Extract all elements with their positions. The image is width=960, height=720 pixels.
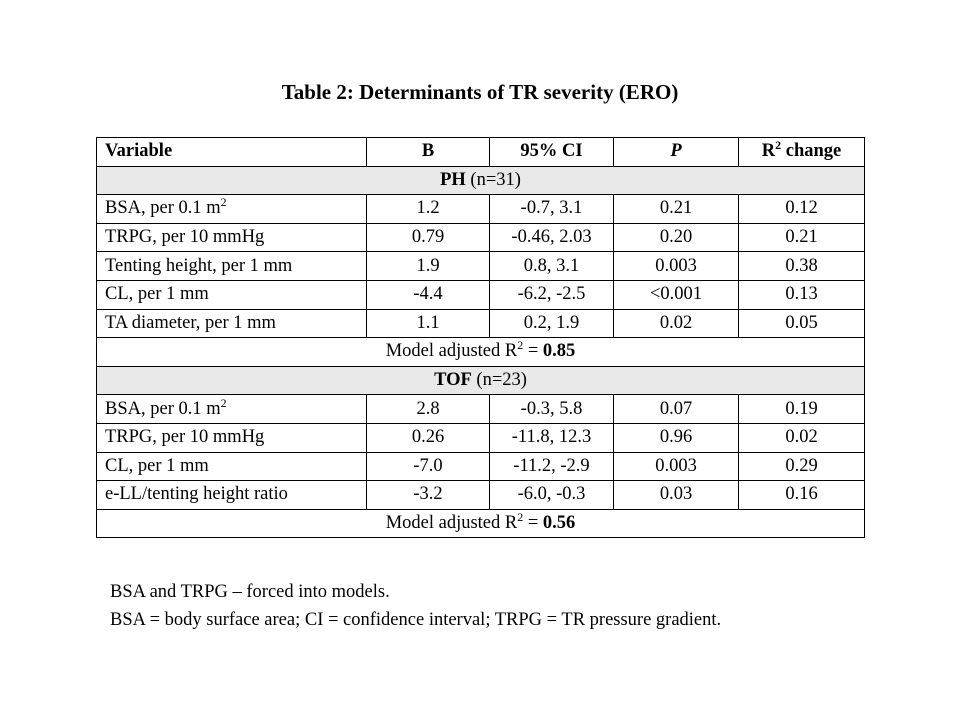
model-label: Model adjusted R <box>385 341 518 362</box>
group-header-row <box>97 166 865 195</box>
cell-b: -7.0 <box>367 452 490 481</box>
variable-label: BSA, per 0.1 m <box>105 398 221 419</box>
variable-label: CL, per 1 mm <box>105 455 209 476</box>
cell-variable <box>97 280 367 309</box>
cell-ci: 0.2, 1.9 <box>490 309 614 338</box>
cell-p: 0.21 <box>614 195 739 224</box>
header-variable: Variable <box>97 138 367 167</box>
variable-label: BSA, per 0.1 m <box>105 198 221 219</box>
cell-r2-change: 0.21 <box>739 223 865 252</box>
variable-label: e-LL/tenting height ratio <box>105 484 288 505</box>
table-row <box>97 280 865 309</box>
variable-label: Tenting height, per 1 mm <box>105 255 293 276</box>
cell-ci: -0.7, 3.1 <box>490 195 614 224</box>
header-b: B <box>367 138 490 167</box>
cell-b: 1.9 <box>367 252 490 281</box>
variable-superscript: 2 <box>220 195 227 210</box>
cell-p: 0.03 <box>614 481 739 510</box>
group-name: PH <box>440 169 466 190</box>
header-r2-change <box>739 138 865 167</box>
group-n: (n=23) <box>471 370 527 391</box>
cell-b: -4.4 <box>367 280 490 309</box>
cell-r2-change: 0.16 <box>739 481 865 510</box>
model-label: Model adjusted R <box>385 513 518 534</box>
footnotes <box>110 578 721 634</box>
cell-b: 0.79 <box>367 223 490 252</box>
cell-ci: -11.2, -2.9 <box>490 452 614 481</box>
variable-superscript: 2 <box>220 395 227 410</box>
cell-variable <box>97 252 367 281</box>
cell-p: 0.96 <box>614 423 739 452</box>
variable-label: TRPG, per 10 mmHg <box>105 227 265 248</box>
group-n: (n=31) <box>465 169 521 190</box>
table-row <box>97 452 865 481</box>
table-row <box>97 309 865 338</box>
header-r2-base: R <box>761 141 776 162</box>
table-row <box>97 223 865 252</box>
table-row <box>97 252 865 281</box>
cell-p: 0.20 <box>614 223 739 252</box>
cell-ci: 0.8, 3.1 <box>490 252 614 281</box>
table-row <box>97 195 865 224</box>
cell-r2-change: 0.02 <box>739 423 865 452</box>
table-title: Table 2: Determinants of TR severity (ERO) <box>281 80 679 104</box>
cell-variable <box>97 395 367 424</box>
header-r2-sup: 2 <box>775 138 782 153</box>
model-equals: = <box>523 513 543 534</box>
model-value: 0.56 <box>542 513 576 534</box>
cell-p: 0.02 <box>614 309 739 338</box>
cell-ci: -0.46, 2.03 <box>490 223 614 252</box>
model-cell <box>97 338 865 367</box>
cell-r2-change: 0.29 <box>739 452 865 481</box>
table-body <box>97 166 865 538</box>
cell-variable <box>97 223 367 252</box>
cell-variable <box>97 481 367 510</box>
cell-p: <0.001 <box>614 280 739 309</box>
footnote-forced: BSA and TRPG – forced into models. <box>110 582 390 602</box>
group-header-cell <box>97 166 865 195</box>
cell-b: -3.2 <box>367 481 490 510</box>
header-row <box>97 138 865 167</box>
variable-label: TRPG, per 10 mmHg <box>105 427 265 448</box>
header-ci: 95% CI <box>490 138 614 167</box>
cell-ci: -0.3, 5.8 <box>490 395 614 424</box>
cell-variable <box>97 309 367 338</box>
variable-label: TA diameter, per 1 mm <box>105 312 276 333</box>
table-row <box>97 395 865 424</box>
variable-label: CL, per 1 mm <box>105 284 209 305</box>
determinants-table <box>96 137 865 538</box>
group-name: TOF <box>434 370 472 391</box>
cell-b: 0.26 <box>367 423 490 452</box>
cell-b: 1.2 <box>367 195 490 224</box>
cell-ci: -6.0, -0.3 <box>490 481 614 510</box>
model-equals: = <box>523 341 543 362</box>
cell-r2-change: 0.38 <box>739 252 865 281</box>
group-header-row <box>97 366 865 395</box>
model-value: 0.85 <box>542 341 576 362</box>
cell-variable <box>97 452 367 481</box>
cell-r2-change: 0.05 <box>739 309 865 338</box>
cell-r2-change: 0.12 <box>739 195 865 224</box>
cell-p: 0.003 <box>614 252 739 281</box>
header-r2-rest: change <box>781 141 842 162</box>
footnote-abbreviations: BSA = body surface area; CI = confidence interval; TRPG = TR pressure gradient. <box>110 610 722 630</box>
cell-r2-change: 0.13 <box>739 280 865 309</box>
cell-r2-change: 0.19 <box>739 395 865 424</box>
group-header-cell <box>97 366 865 395</box>
cell-ci: -11.8, 12.3 <box>490 423 614 452</box>
model-cell <box>97 509 865 538</box>
header-p <box>614 138 739 167</box>
cell-variable <box>97 195 367 224</box>
cell-p: 0.003 <box>614 452 739 481</box>
cell-ci: -6.2, -2.5 <box>490 280 614 309</box>
model-superscript: 2 <box>517 338 524 353</box>
model-superscript: 2 <box>517 510 524 525</box>
cell-variable <box>97 423 367 452</box>
model-row <box>97 509 865 538</box>
header-p-label: P <box>670 141 682 162</box>
cell-p: 0.07 <box>614 395 739 424</box>
table-row <box>97 423 865 452</box>
cell-b: 2.8 <box>367 395 490 424</box>
model-row <box>97 338 865 367</box>
table-row <box>97 481 865 510</box>
cell-b: 1.1 <box>367 309 490 338</box>
